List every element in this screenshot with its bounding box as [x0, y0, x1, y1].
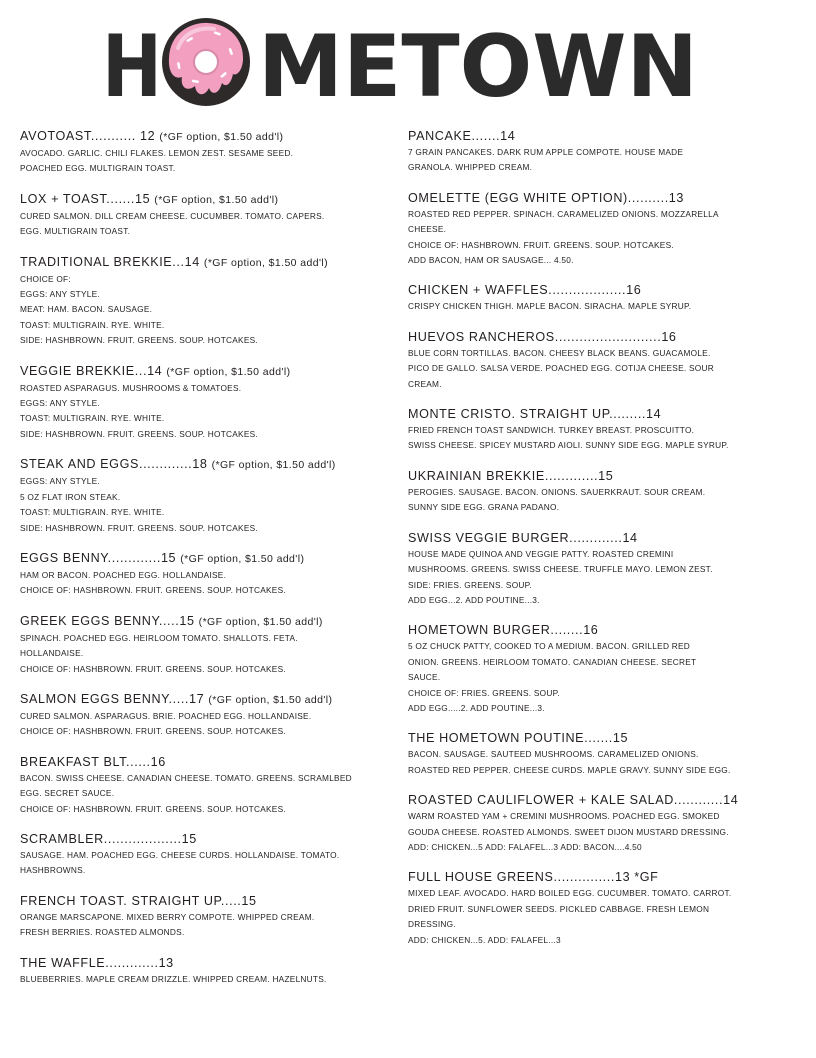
menu-item-description-line: HASHBROWNS. — [20, 865, 86, 876]
menu-item-title — [408, 622, 788, 638]
menu-item — [20, 456, 380, 536]
menu-column-right — [408, 128, 788, 948]
menu-item — [408, 282, 788, 314]
menu-item-description-line: SIDE: HASHBROWN. FRUIT. GREENS. SOUP. HOTCAKES. — [20, 522, 258, 533]
menu-item-description-line: DRESSING. — [408, 919, 456, 930]
menu-item — [408, 190, 788, 269]
menu-item-name-price: ROASTED CAULIFLOWER + KALE SALAD............14 — [408, 793, 739, 808]
menu-item-name-price: LOX + TOAST.......15 — [20, 191, 151, 206]
menu-item-description-line: ADD EGG.....2. ADD POUTINE...3. — [408, 702, 545, 713]
menu-item-description-line: TOAST: MULTIGRAIN. RYE. WHITE. — [20, 507, 165, 518]
menu-item — [408, 530, 788, 609]
gluten-free-note: (*GF option, $1.50 add'l) — [154, 193, 279, 206]
menu-item-name-price: HOMETOWN BURGER........16 — [408, 623, 599, 638]
menu-item-title — [408, 190, 788, 206]
menu-item-name-price: SCRAMBLER...................15 — [20, 831, 197, 846]
menu-item — [20, 831, 380, 879]
menu-item — [20, 691, 380, 740]
menu-item-title — [20, 893, 380, 909]
menu-item-title — [20, 754, 380, 770]
menu-item-description-line: CHEESE. — [408, 224, 447, 235]
menu-item-description-line: MEAT: HAM. BACON. SAUSAGE. — [20, 304, 153, 315]
menu-item-name-price: VEGGIE BREKKIE...14 — [20, 363, 163, 378]
menu-item-title — [408, 468, 788, 484]
menu-item-name-price: GREEK EGGS BENNY.....15 — [20, 613, 195, 628]
gluten-free-note: (*GF option, $1.50 add'l) — [198, 615, 323, 628]
menu-item-description-line: SAUCE. — [408, 672, 441, 683]
menu-item-name-price: STEAK AND EGGS.............18 — [20, 457, 208, 472]
menu-item-description-line: ONION. GREENS. HEIRLOOM TOMATO. CANADIAN CHEESE. SECRET — [408, 656, 697, 667]
menu-item — [20, 613, 380, 677]
gluten-free-note: (*GF option, $1.50 add'l) — [208, 693, 333, 706]
menu-item — [20, 893, 380, 941]
menu-item-description-line: CHOICE OF: FRIES. GREENS. SOUP. — [408, 687, 560, 698]
menu-item-description-line: ORANGE MARSCAPONE. MIXED BERRY COMPOTE. WHIPPED CREAM. — [20, 911, 315, 922]
menu-item — [408, 792, 788, 855]
menu-item-title — [408, 282, 788, 298]
menu-item-title — [20, 456, 380, 473]
menu-item-description-line: 5 OZ CHUCK PATTY, COOKED TO A MEDIUM. BACON. GRILLED RED — [408, 641, 691, 652]
menu-item-description-line: ADD EGG...2. ADD POUTINE...3. — [408, 594, 540, 605]
menu-item-description-line: SAUSAGE. HAM. POACHED EGG. CHEESE CURDS. HOLLANDAISE. TOMATO. — [20, 849, 340, 860]
menu-item-description-line: ROASTED RED PEPPER. SPINACH. CARAMELIZED ONIONS. MOZZARELLA — [408, 208, 719, 219]
menu-item-description-line: EGG. SECRET SAUCE. — [20, 788, 115, 799]
menu-item-name-price: PANCAKE.......14 — [408, 129, 516, 143]
menu-item-description-line: PEROGIES. SAUSAGE. BACON. ONIONS. SAUERKRAUT. SOUR CREAM. — [408, 486, 706, 497]
menu-item-name-price: UKRAINIAN BREKKIE.............15 — [408, 468, 614, 483]
logo-letter-h: H — [102, 17, 162, 110]
menu-item-name-price: CHICKEN + WAFFLES...................16 — [408, 283, 642, 298]
menu-item — [408, 622, 788, 716]
menu-item-description-line: GOUDA CHEESE. ROASTED ALMONDS. SWEET DIJON MUSTARD DRESSING. — [408, 826, 729, 837]
menu-item-description-line: FRIED FRENCH TOAST SANDWICH. TURKEY BREAST. PROSCUITTO. — [408, 425, 695, 436]
menu-item-description-line: 7 GRAIN PANCAKES. DARK RUM APPLE COMPOTE. HOUSE MADE — [408, 147, 684, 157]
menu-item-title — [408, 792, 788, 808]
menu-item-name-price: HUEVOS RANCHEROS..........................16 — [408, 329, 677, 344]
menu-item-description-line: CHOICE OF: HASHBROWN. FRUIT. GREENS. SOUP. HOTCAKES. — [408, 239, 674, 250]
menu-item-description-line: MIXED LEAF. AVOCADO. HARD BOILED EGG. CUCUMBER. TOMATO. CARROT. — [408, 888, 732, 899]
menu-item-description-line: HOLLANDAISE. — [20, 648, 84, 659]
menu-item-description-line: CHOICE OF: HASHBROWN. FRUIT. GREENS. SOUP. HOTCAKES. — [20, 585, 286, 596]
menu-item — [20, 754, 380, 817]
gluten-free-note: (*GF option, $1.50 add'l) — [203, 256, 328, 269]
menu-item-description-line: SWISS CHEESE. SPICEY MUSTARD AIOLI. SUNNY SIDE EGG. MAPLE SYRUP. — [408, 440, 729, 451]
menu-item-description-line: BLUE CORN TORTILLAS. BACON. CHEESY BLACK BEANS. GUACAMOLE. — [408, 347, 711, 358]
gluten-free-note: (*GF option, $1.50 add'l) — [159, 131, 284, 143]
menu-item-description-line: BACON. SWISS CHEESE. CANADIAN CHEESE. TOMATO. GREENS. SCRAMLBED — [20, 772, 352, 783]
menu-item-description-line: CURED SALMON. DILL CREAM CHEESE. CUCUMBER. TOMATO. CAPERS. — [20, 210, 325, 221]
menu-item-name-price: TRADITIONAL BREKKIE...14 — [20, 254, 200, 269]
menu-item-title — [20, 691, 380, 708]
menu-item-description-line: HOUSE MADE QUINOA AND VEGGIE PATTY. ROASTED CREMINI — [408, 548, 674, 559]
menu-item-description-line: EGG. MULTIGRAIN TOAST. — [20, 226, 131, 237]
menu-item-title — [408, 869, 788, 885]
menu-item-title — [20, 128, 380, 145]
menu-item-title — [408, 730, 788, 746]
menu-item-description-line: CHOICE OF: HASHBROWN. FRUIT. GREENS. SOUP. HOTCAKES. — [20, 726, 286, 737]
menu-item-name-price: FULL HOUSE GREENS...............13 *GF — [408, 870, 659, 885]
menu-item — [408, 869, 788, 948]
menu-item-description-line: CHOICE OF: HASHBROWN. FRUIT. GREENS. SOUP. HOTCAKES. — [20, 803, 286, 814]
menu-item-description-line: EGGS: ANY STYLE. — [20, 476, 100, 487]
menu-item-description-line: AVOCADO. GARLIC. CHILI FLAKES. LEMON ZEST. SESAME SEED. — [20, 148, 294, 158]
menu-item-description-line: HAM OR BACON. POACHED EGG. HOLLANDAISE. — [20, 569, 227, 580]
menu-item-description-line: SIDE: FRIES. GREENS. SOUP. — [408, 579, 532, 590]
menu-item-description-line: CHOICE OF: — [20, 273, 71, 284]
menu-item-name-price: OMELETTE (EGG WHITE OPTION)..........13 — [408, 190, 685, 205]
menu-item-name-price: BREAKFAST BLT......16 — [20, 754, 166, 769]
menu-item — [408, 329, 788, 392]
menu-item-description-line: EGGS: ANY STYLE. — [20, 398, 100, 409]
menu-item-name-price: THE WAFFLE.............13 — [20, 955, 174, 970]
gluten-free-note: (*GF option, $1.50 add'l) — [180, 552, 305, 565]
menu-item-description-line: WARM ROASTED YAM + CREMINI MUSHROOMS. POACHED EGG. SMOKED — [408, 811, 720, 822]
menu-item-description-line: ROASTED ASPARAGUS. MUSHROOMS & TOMATOES. — [20, 382, 242, 393]
menu-item-description-line: SIDE: HASHBROWN. FRUIT. GREENS. SOUP. HOTCAKES. — [20, 335, 258, 346]
menu-item-description-line: CHOICE OF: HASHBROWN. FRUIT. GREENS. SOUP. HOTCAKES. — [20, 663, 286, 674]
menu-item-description-line: SPINACH. POACHED EGG. HEIRLOOM TOMATO. SHALLOTS. FETA. — [20, 632, 298, 643]
menu-column-left — [20, 128, 380, 987]
menu-item-description-line: CRISPY CHICKEN THIGH. MAPLE BACON. SIRACHA. MAPLE SYRUP. — [408, 301, 692, 312]
menu-item-name-price: FRENCH TOAST. STRAIGHT UP.....15 — [20, 893, 257, 908]
menu-item-description-line: SUNNY SIDE EGG. GRANA PADANO. — [408, 502, 560, 513]
menu-item — [408, 406, 788, 454]
menu-item — [20, 254, 380, 349]
menu-item-name-price: MONTE CRISTO. STRAIGHT UP.........14 — [408, 407, 662, 422]
menu-item — [408, 730, 788, 778]
menu-item-description-line: DRIED FRUIT. SUNFLOWER SEEDS. PICKLED CABBAGE. FRESH LEMON — [408, 903, 710, 914]
menu-item-description-line: TOAST: MULTIGRAIN. RYE. WHITE. — [20, 413, 165, 424]
menu-item-description-line: ADD BACON, HAM OR SAUSAGE... 4.50. — [408, 255, 574, 266]
hometown-logo — [0, 10, 816, 110]
menu-item — [408, 128, 788, 176]
menu-item-description-line: ROASTED RED PEPPER. CHEESE CURDS. MAPLE GRAVY. SUNNY SIDE EGG. — [408, 764, 731, 775]
menu-item-title — [20, 831, 380, 847]
menu-item-description-line: CREAM. — [408, 378, 442, 389]
menu-item-description-line: ADD: CHICKEN...5. ADD: FALAFEL...3 — [408, 934, 561, 945]
logo-letters-metown: METOWN — [258, 17, 698, 110]
donut-icon — [162, 18, 250, 106]
menu-item-title — [20, 191, 380, 208]
menu-item-title — [20, 254, 380, 271]
gluten-free-note: (*GF option, $1.50 add'l) — [211, 459, 336, 472]
menu-item — [408, 468, 788, 516]
menu-item — [20, 363, 380, 443]
menu-item-description-line: 5 OZ FLAT IRON STEAK. — [20, 491, 121, 502]
menu-item-description-line: SIDE: HASHBROWN. FRUIT. GREENS. SOUP. HOTCAKES. — [20, 428, 258, 439]
menu-item-title — [20, 363, 380, 380]
menu-item-title — [408, 329, 788, 345]
menu-item-description-line: PICO DE GALLO. SALSA VERDE. POACHED EGG. COTIJA CHEESE. SOUR — [408, 363, 714, 374]
menu-item-description-line: BACON. SAUSAGE. SAUTEED MUSHROOMS. CARAMELIZED ONIONS. — [408, 749, 699, 760]
menu-item-name-price: THE HOMETOWN POUTINE.......15 — [408, 731, 629, 746]
menu-item-description-line: CURED SALMON. ASPARAGUS. BRIE. POACHED EGG. HOLLANDAISE. — [20, 710, 312, 721]
menu-item-title — [408, 128, 788, 144]
gluten-free-note: (*GF option, $1.50 add'l) — [166, 365, 291, 378]
menu-item-name-price: EGGS BENNY.............15 — [20, 550, 177, 565]
menu-item-name-price: SALMON EGGS BENNY.....17 — [20, 691, 205, 706]
menu-item — [20, 128, 380, 177]
menu-item-description-line: BLUEBERRIES. MAPLE CREAM DRIZZLE. WHIPPED CREAM. HAZELNUTS. — [20, 973, 327, 984]
menu-item-description-line: EGGS: ANY STYLE. — [20, 289, 100, 300]
menu-item-description-line: MUSHROOMS. GREENS. SWISS CHEESE. TRUFFLE MAYO. LEMON ZEST. — [408, 564, 713, 575]
menu-item-name-price: SWISS VEGGIE BURGER.............14 — [408, 530, 638, 545]
menu-item-description-line: FRESH BERRIES. ROASTED ALMONDS. — [20, 927, 185, 938]
menu-item-title — [20, 955, 380, 971]
menu-item-description-line: POACHED EGG. MULTIGRAIN TOAST. — [20, 163, 176, 174]
menu-item-title — [20, 613, 380, 630]
menu-item-title — [20, 550, 380, 567]
menu-item-title — [408, 530, 788, 546]
menu-item-name-price: AVOTOAST........... 12 — [20, 129, 156, 143]
menu-item-description-line: TOAST: MULTIGRAIN. RYE. WHITE. — [20, 319, 165, 330]
menu-item-description-line: ADD: CHICKEN...5 ADD: FALAFEL...3 ADD: BACON....4.50 — [408, 841, 642, 852]
menu-item-description-line: GRANOLA. WHIPPED CREAM. — [408, 162, 533, 173]
menu-item — [20, 550, 380, 599]
menu-item — [20, 955, 380, 987]
menu-item-title — [408, 406, 788, 422]
menu-item — [20, 191, 380, 240]
